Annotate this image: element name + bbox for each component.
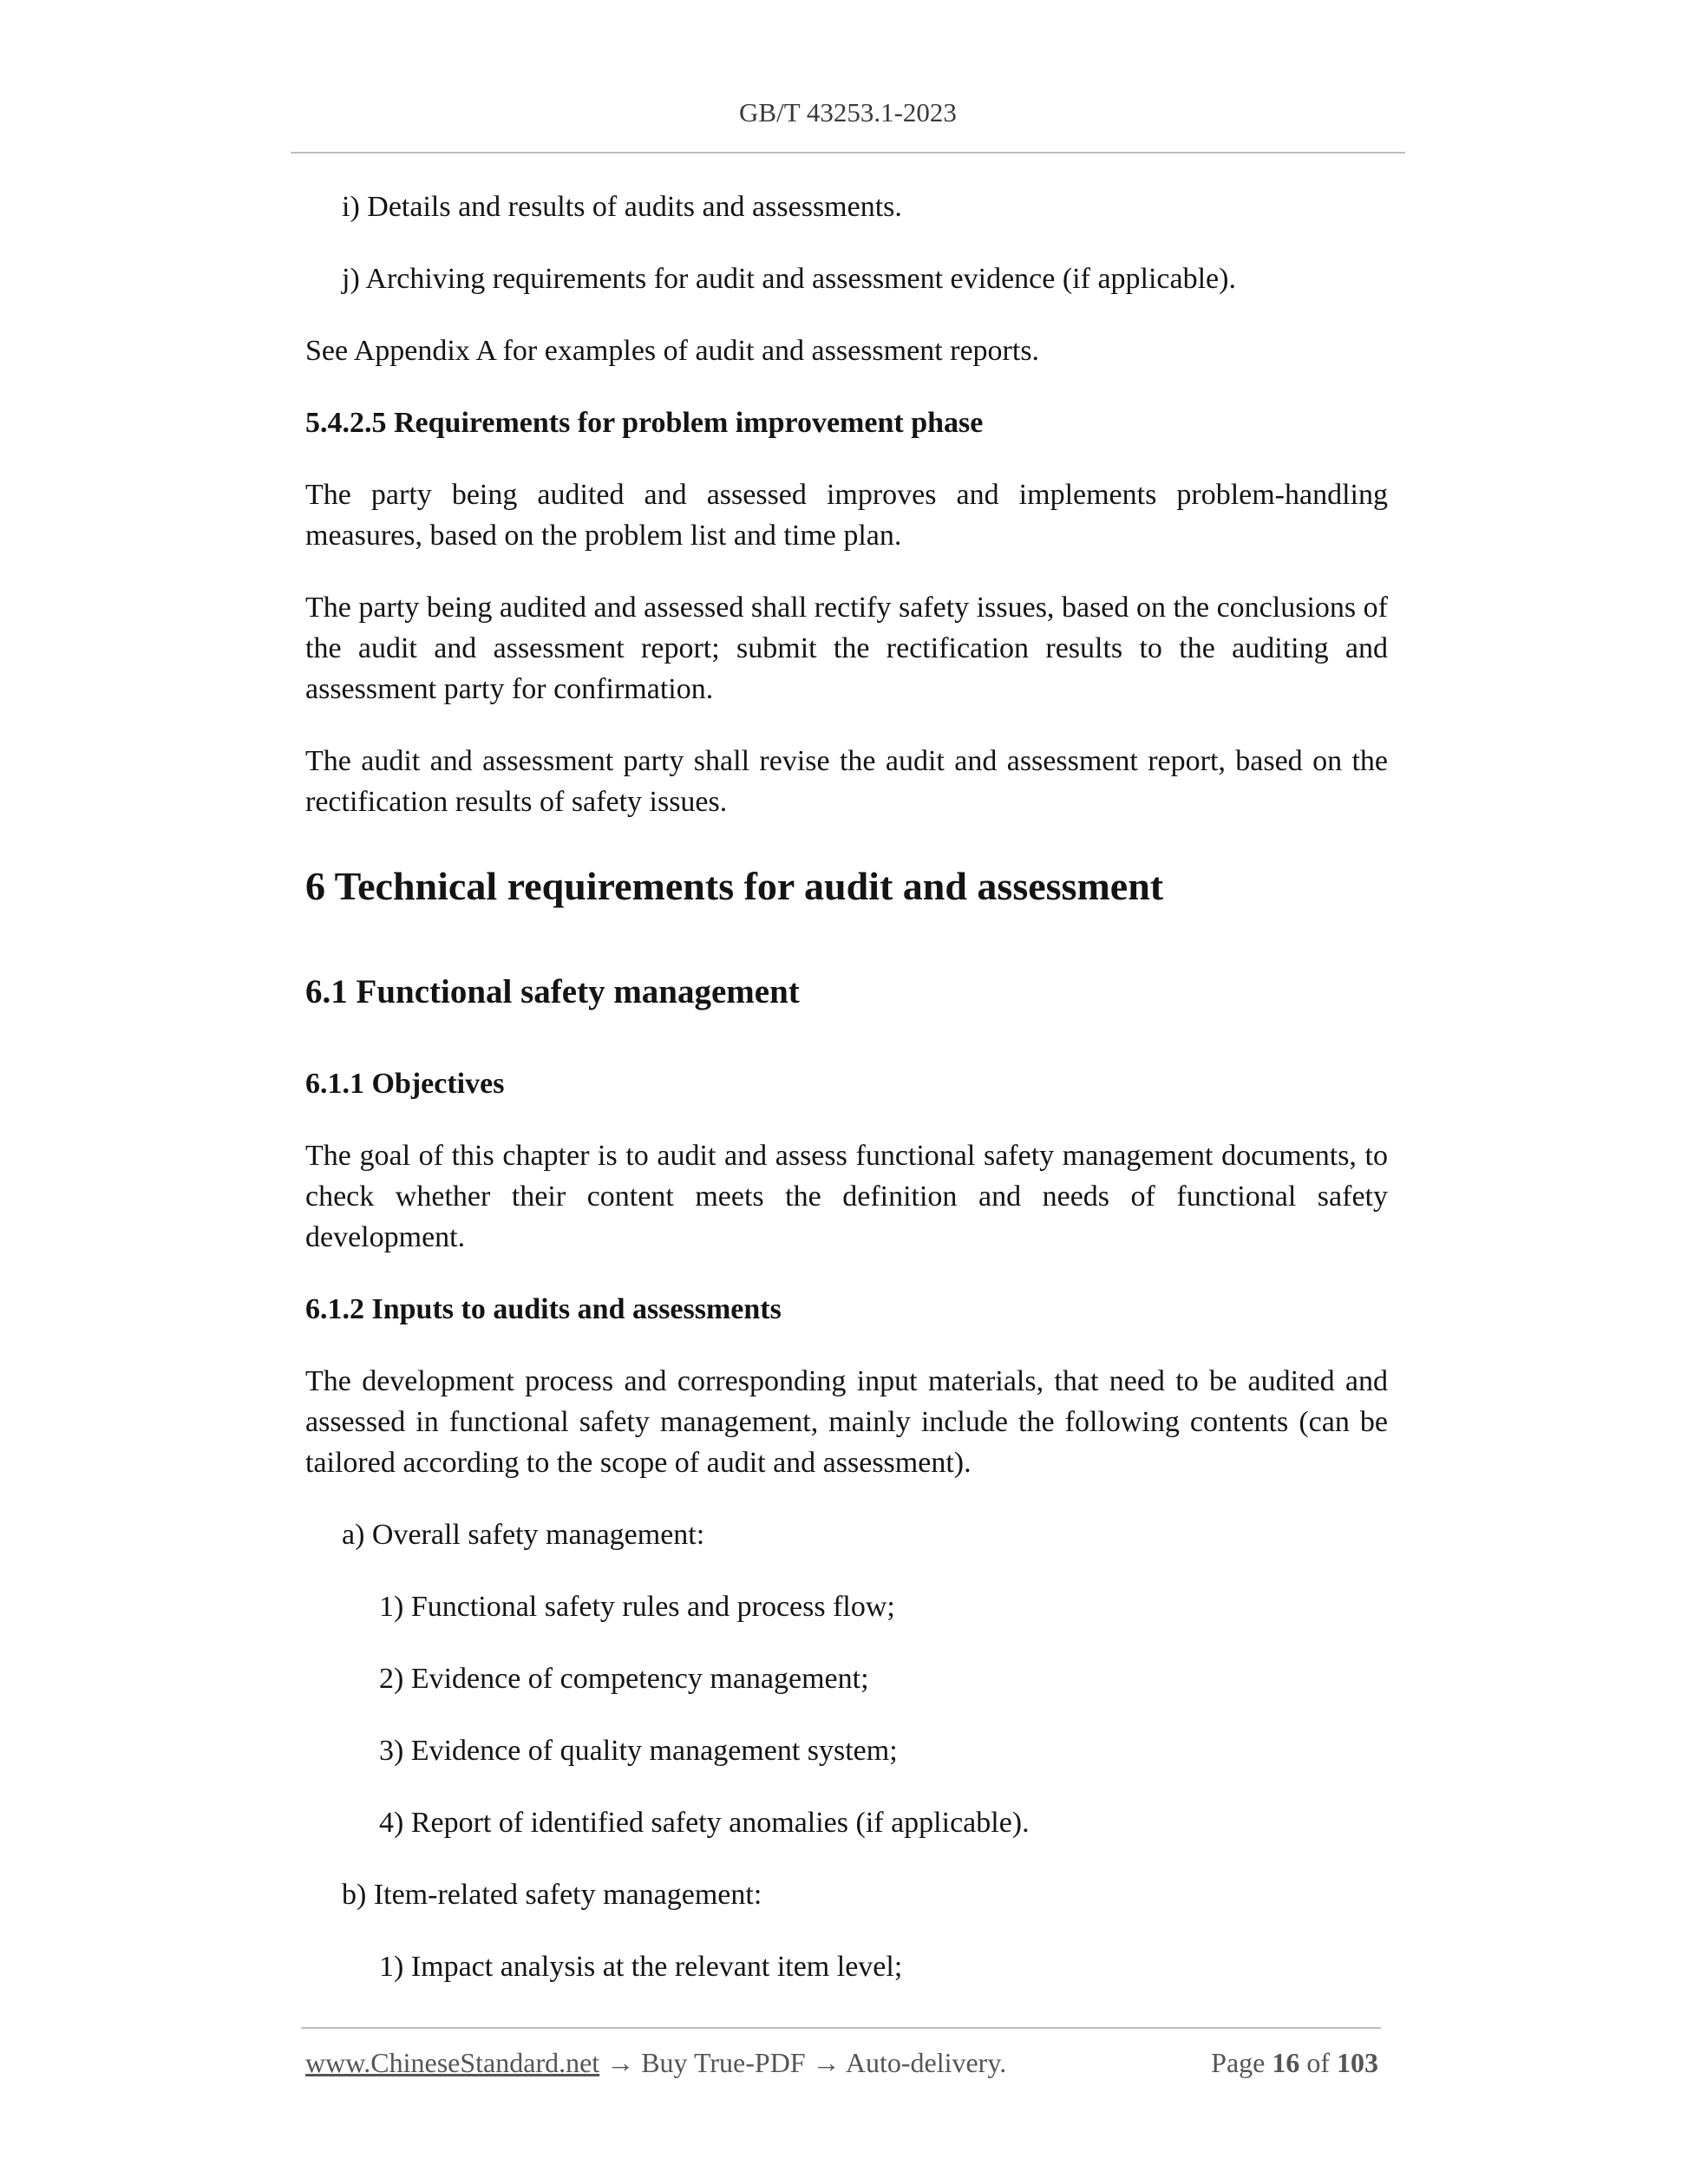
heading-6-1-2: 6.1.2 Inputs to audits and assessments xyxy=(305,1293,782,1325)
paragraph-improvement-3: The audit and assessment party shall revise the audit and assessment report, based on the rectification results of safety issues. xyxy=(305,745,1388,818)
list-item-a: a) Overall safety management: xyxy=(342,1519,705,1551)
paragraph-inputs: The development process and corresponding input materials, that need to be audited and assessed in functional safety management, mainly include the following contents (can be tailored according to the scope of audit and assessment). xyxy=(305,1365,1388,1479)
list-item-i: i) Details and results of audits and assessments. xyxy=(342,191,902,223)
list-item-j: j) Archiving requirements for audit and assessment evidence (if applicable). xyxy=(342,263,1236,295)
paragraph-objectives: The goal of this chapter is to audit and assess functional safety management documents, to check whether their content meets the definition and needs of functional safety development. xyxy=(305,1140,1388,1253)
list-item-a1: 1) Functional safety rules and process flow; xyxy=(379,1591,895,1623)
footer-website-link[interactable]: www.ChineseStandard.net xyxy=(305,2047,600,2078)
footer-promo-text: → Buy True-PDF → Auto-delivery. xyxy=(606,2047,1007,2078)
footer-promo xyxy=(305,2047,1006,2079)
list-item-a3: 3) Evidence of quality management system; xyxy=(379,1735,898,1767)
see-appendix-text: See Appendix A for examples of audit and assessment reports. xyxy=(305,335,1040,367)
list-item-b1: 1) Impact analysis at the relevant item level; xyxy=(379,1951,903,1983)
page-of: of xyxy=(1306,2047,1330,2078)
page-total: 103 xyxy=(1337,2047,1378,2078)
page-header-title: GB/T 43253.1-2023 xyxy=(739,97,957,128)
paragraph-improvement-1: The party being audited and assessed improves and implements problem-handling measures, based on the problem list and time plan. xyxy=(305,479,1388,552)
heading-6: 6 Technical requirements for audit and assessment xyxy=(305,864,1164,908)
list-item-a4: 4) Report of identified safety anomalies (if applicable). xyxy=(379,1807,1030,1839)
heading-5-4-2-5: 5.4.2.5 Requirements for problem improvement phase xyxy=(305,407,984,439)
list-item-a2: 2) Evidence of competency management; xyxy=(379,1663,869,1695)
header-divider xyxy=(291,152,1405,154)
footer-divider xyxy=(301,2027,1381,2029)
document-body xyxy=(305,186,1388,2018)
heading-6-1: 6.1 Functional safety management xyxy=(305,973,800,1010)
page-label: Page xyxy=(1211,2047,1266,2078)
list-item-b: b) Item-related safety management: xyxy=(342,1879,762,1911)
page-current: 16 xyxy=(1272,2047,1300,2078)
paragraph-improvement-2: The party being audited and assessed shall rectify safety issues, based on the conclusions of the audit and assessment report; submit the rectification results to the auditing and assessment party for confirmation. xyxy=(305,592,1388,705)
heading-6-1-1: 6.1.1 Objectives xyxy=(305,1068,505,1100)
page-indicator xyxy=(1211,2047,1378,2079)
